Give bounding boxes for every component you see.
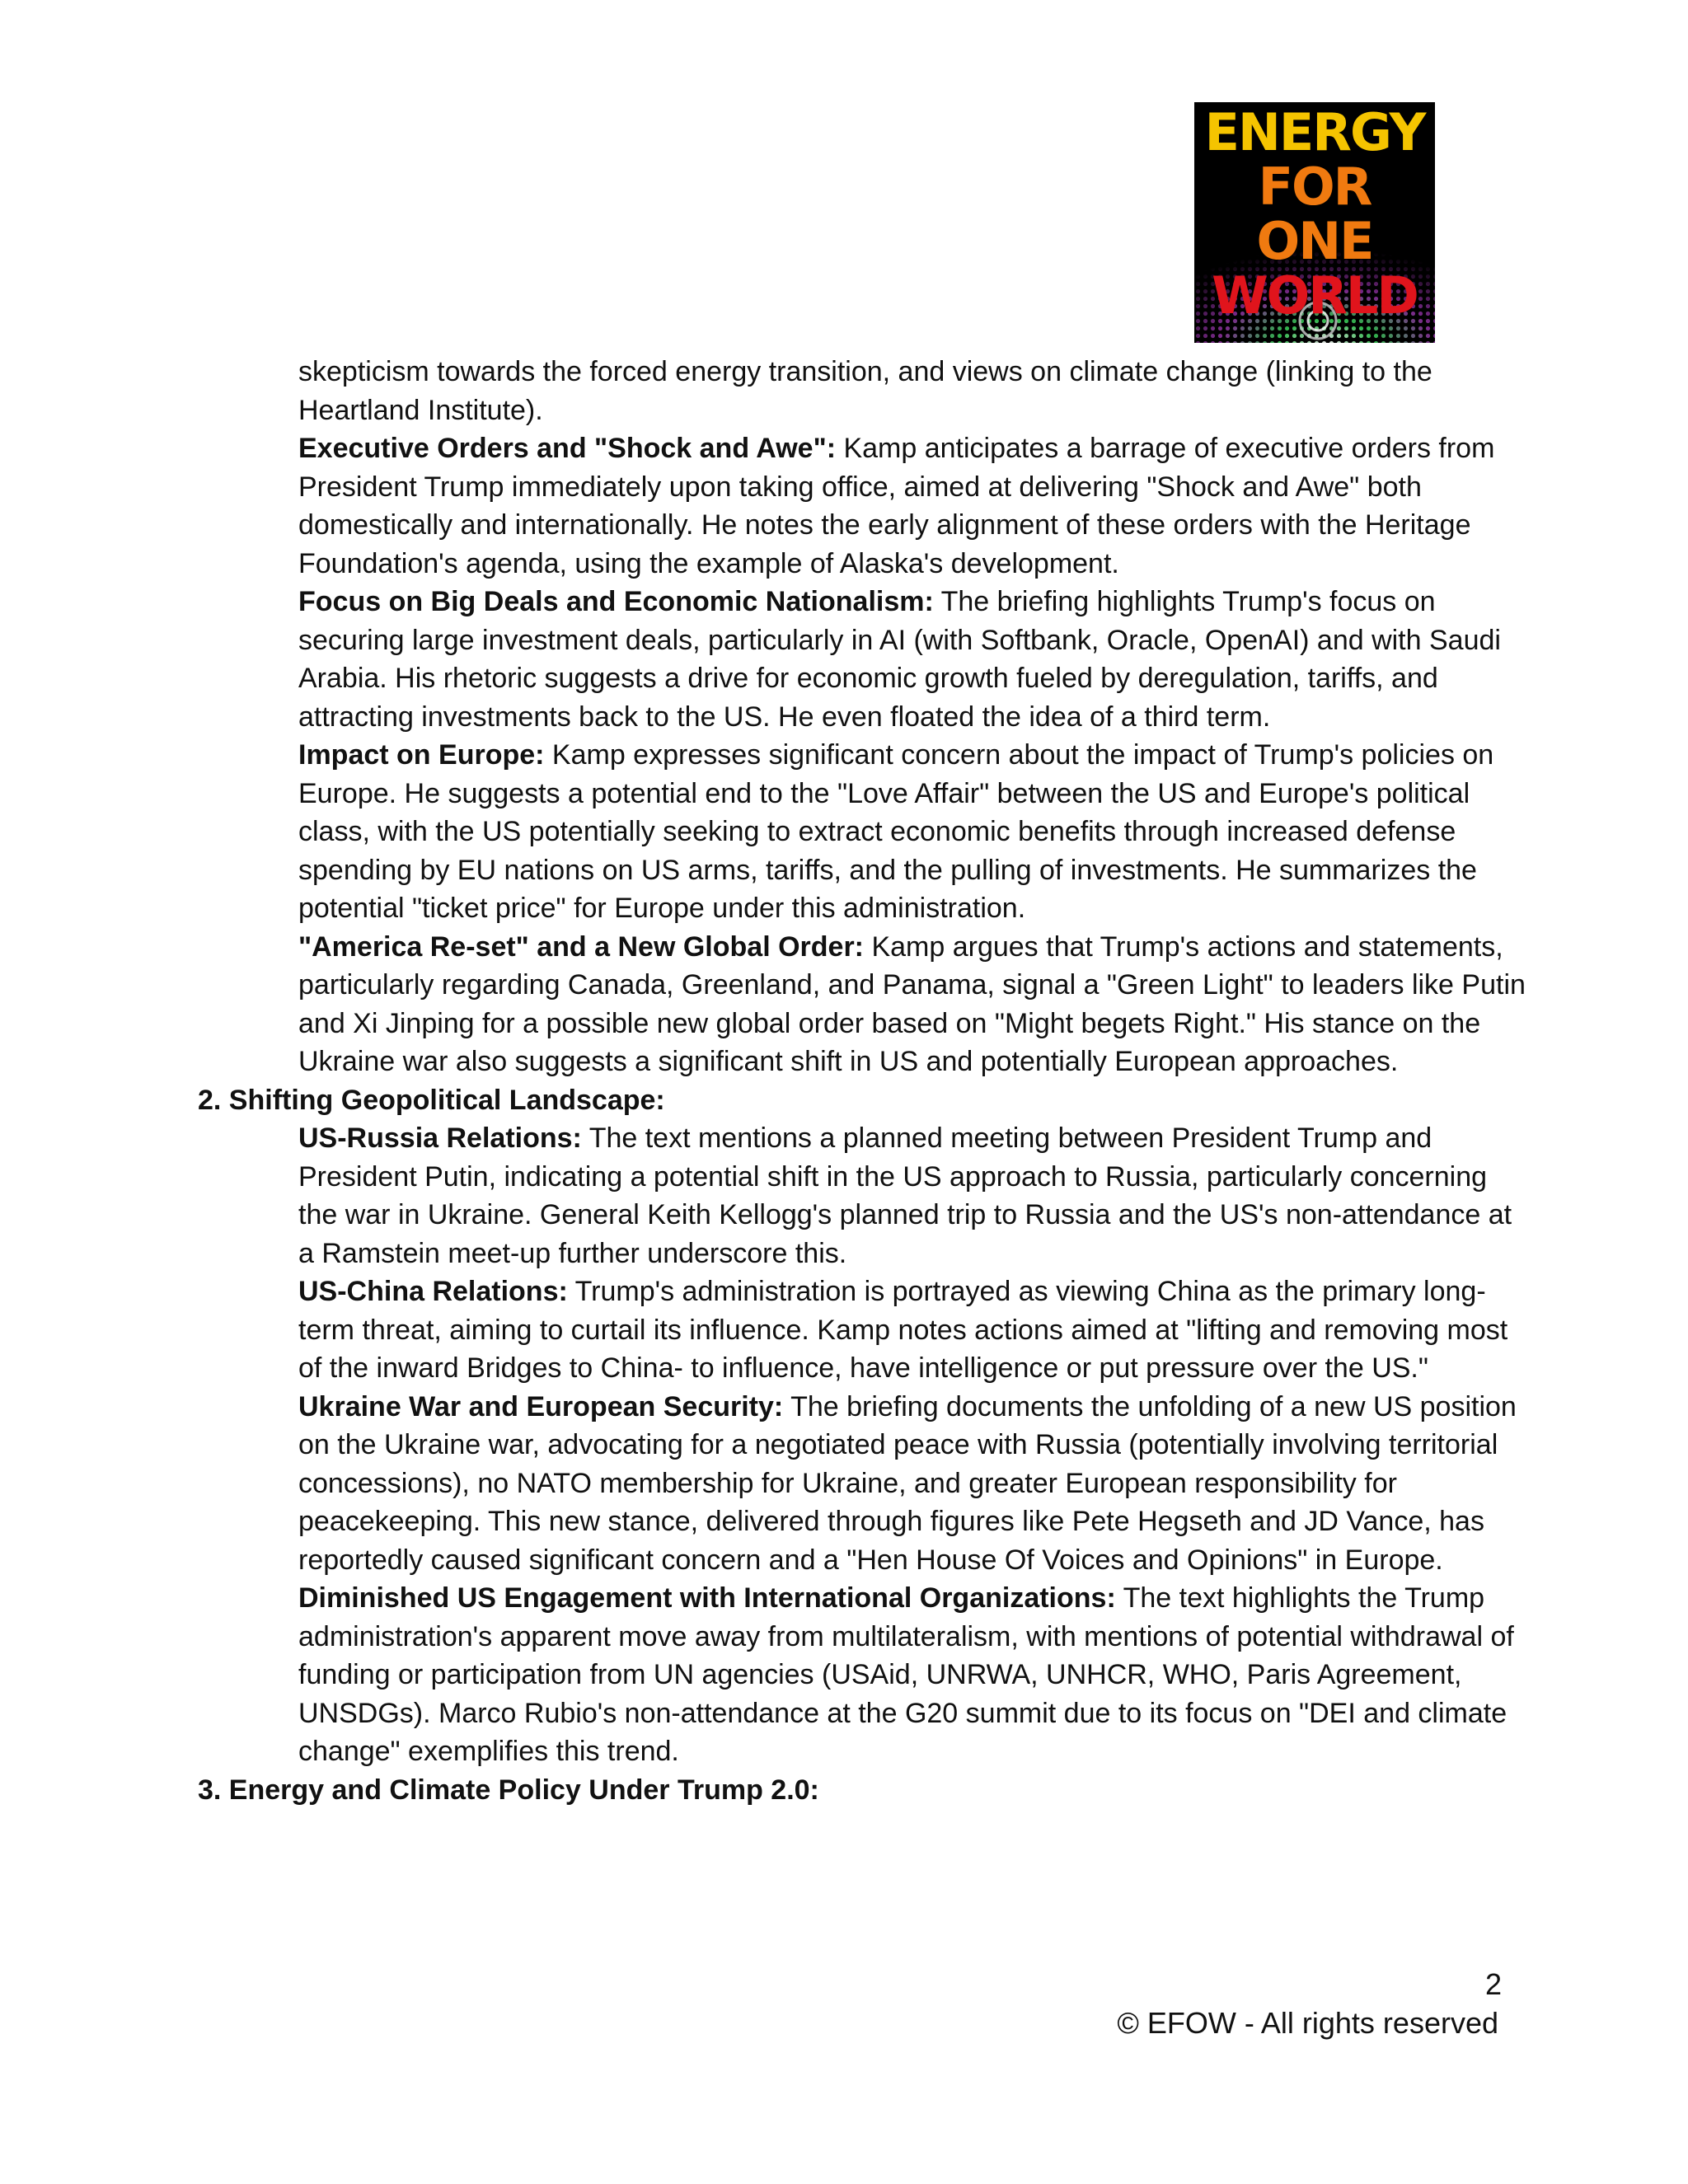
- paragraph-text: Trump's administration is portrayed as viewing China as the primary long-term threat, aiming to curtail its influence. Kamp notes actions aimed at "lifting and removing most of the inward Bridges to China- to influence, have intelligence or put pressure over the US.": [298, 1276, 1508, 1384]
- paragraph-text: The briefing highlights Trump's focus on securing large investment deals, particularly in AI (with Softbank, Oracle, OpenAI) and with Saudi Arabia. His rhetoric suggests a drive for economic growth fueled by deregulation, tariffs, and attracting investments back to the US. He even floated the idea of a third term.: [298, 586, 1501, 733]
- section1-paragraph-executive-orders: [198, 429, 1533, 583]
- paragraph-text: Kamp anticipates a barrage of executive orders from President Trump immediately upon taking office, aimed at delivering "Shock and Awe" both domestically and internationally. He notes the early alignment of these orders with the Heritage Foundation's agenda, using the example of Alaska's development.: [298, 433, 1495, 579]
- paragraph-bold-lead: Executive Orders and "Shock and Awe":: [298, 433, 837, 464]
- section2-paragraph-us-china: [198, 1272, 1533, 1388]
- paragraph-bold-lead: Focus on Big Deals and Economic Nationalism:: [298, 586, 934, 617]
- paragraph-text: The text mentions a planned meeting between President Trump and President Putin, indicating a potential shift in the US approach to Russia, particularly concerning the war in Ukraine. General Keith Kellogg's planned trip to Russia and the US's non-attendance at a Ramstein meet-up further underscore this.: [298, 1122, 1512, 1269]
- section3-heading: 3. Energy and Climate Policy Under Trump 2.0:: [198, 1774, 819, 1806]
- paragraph-bold-lead: Impact on Europe:: [298, 739, 545, 771]
- section2-paragraph-us-russia: [198, 1119, 1533, 1272]
- paragraph-text: Kamp expresses significant concern about the impact of Trump's policies on Europe. He suggests a potential end to the "Love Affair" between the US and Europe's political class, with the US potentially seeking to extract economic benefits through increased defense spending by EU nations on US arms, tariffs, and the pulling of investments. He summarizes the potential "ticket price" for Europe under this administration.: [298, 739, 1494, 924]
- section2-heading: 2. Shifting Geopolitical Landscape:: [198, 1084, 665, 1116]
- paragraph-bold-lead: Ukraine War and European Security:: [298, 1390, 784, 1422]
- logo-line-for-one: FOR ONE: [1256, 157, 1373, 271]
- section2-paragraph-international-orgs: [198, 1579, 1533, 1771]
- section1-paragraph-continuation: [198, 353, 1533, 429]
- paragraph-bold-lead: "America Re-set" and a New Global Order:: [298, 930, 864, 963]
- paragraph-bold-lead: US-Russia Relations:: [298, 1122, 582, 1154]
- section2-paragraph-ukraine-war: [198, 1388, 1533, 1580]
- paragraph-text: Kamp argues that Trump's actions and statements, particularly regarding Canada, Greenland, and Panama, signal a "Green Light" to leaders like Putin and Xi Jinping for a possible new global order based on "Might begets Right." His stance on the Ukraine war also suggests a significant shift in US and potentially European approaches.: [298, 930, 1526, 1077]
- section1-paragraph-america-reset: [198, 928, 1533, 1081]
- paragraph-text: The text highlights the Trump administration's apparent move away from multilateralism, with mentions of potential withdrawal of funding or participation from UN agencies (USAid, UNRWA, UNHCR, WHO, Paris Agreement, UNSDGs). Marco Rubio's non-attendance at the G20 summit due to its focus on "DEI and climate change" exemplifies this trend.: [298, 1582, 1514, 1767]
- paragraph-text: skepticism towards the forced energy transition, and views on climate change (linking to the Heartland Institute).: [298, 356, 1432, 426]
- section1-paragraph-impact-europe: [198, 736, 1533, 928]
- paragraph-text: The briefing documents the unfolding of a new US position on the Ukraine war, advocating for a negotiated peace with Russia (potentially involving territorial concessions), no NATO membership for Ukraine, and greater European responsibility for peacekeeping. This new stance, delivered through figures like Pete Hegseth and JD Vance, has reportedly caused significant concern and a "Hen House Of Voices and Opinions" in Europe.: [298, 1390, 1517, 1576]
- energy-for-one-world-logo: [1194, 102, 1435, 343]
- paragraph-bold-lead: Diminished US Engagement with International Organizations:: [298, 1582, 1116, 1614]
- logo-line-world: WORLD: [1212, 265, 1418, 326]
- section1-paragraph-big-deals: [198, 583, 1533, 736]
- document-body: [198, 353, 1533, 1809]
- copyright-footer: © EFOW - All rights reserved: [1117, 2006, 1498, 2040]
- page-number: 2: [1484, 1967, 1502, 2001]
- logo-line-energy: ENERGY: [1204, 102, 1425, 162]
- paragraph-bold-lead: US-China Relations:: [298, 1276, 568, 1307]
